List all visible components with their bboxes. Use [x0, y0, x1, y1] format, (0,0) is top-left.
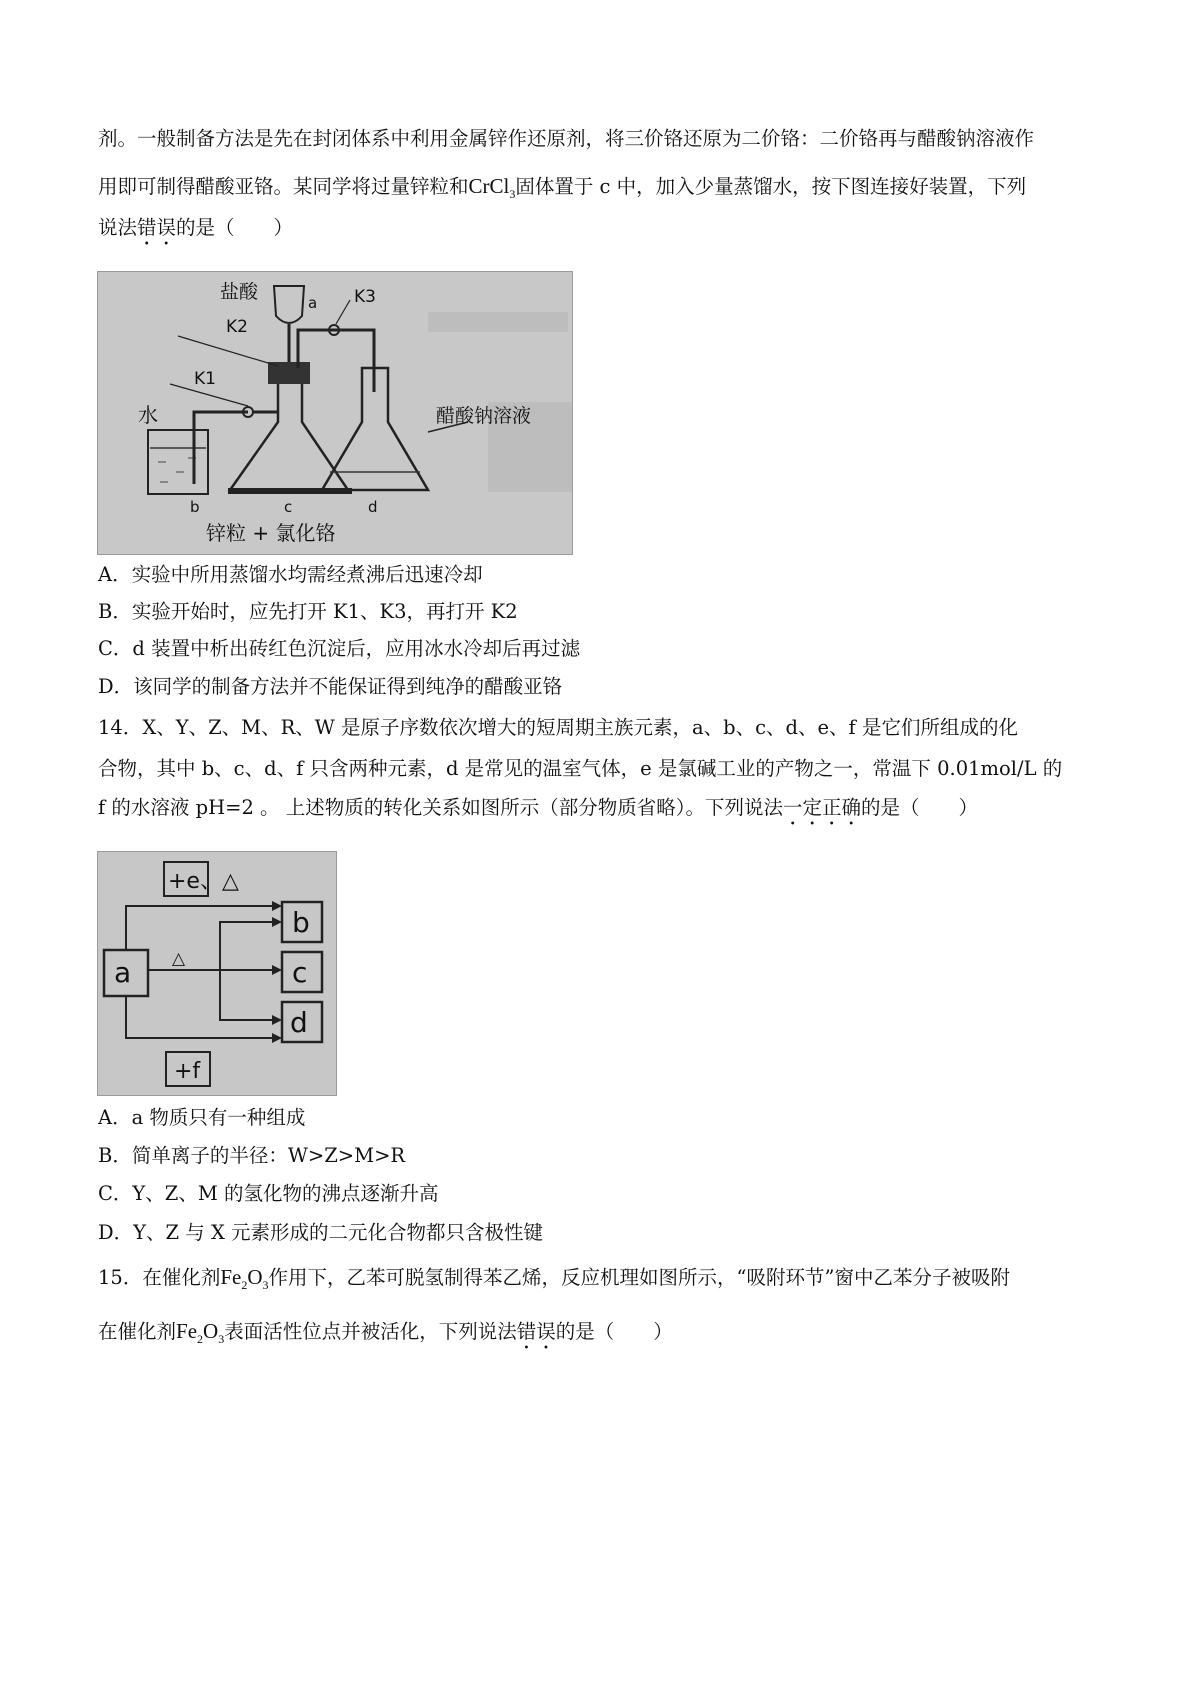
label-bottom-condition: +f — [174, 1059, 201, 1084]
node-d: d — [290, 1006, 308, 1039]
conversion-figure — [97, 851, 337, 1096]
node-c: c — [292, 956, 308, 989]
q14-option-c: C．Y、Z、M 的氢化物的沸点逐渐升高 — [98, 1182, 439, 1205]
label-contents: 锌粒 + 氯化铬 — [206, 521, 336, 545]
intro-line-2 — [98, 173, 1026, 207]
fe2o3-formula-2: $Fe_2O_3$ — [176, 1319, 225, 1347]
emphasis-wrong-2: 错误 — [516, 1320, 556, 1343]
label-c: c — [284, 498, 293, 516]
intro-line-1: 剂。一般制备方法是先在封闭体系中利用金属锌作还原剂，将三价铬还原为二价铬：二价铬再与醋酸钠溶液作 — [98, 127, 1035, 150]
q13-option-b: B．实验开始时，应先打开 K1、K3，再打开 K2 — [98, 600, 518, 623]
q14-option-d: D．Y、Z 与 X 元素形成的二元化合物都只含极性键 — [98, 1221, 544, 1244]
emphasis-certainly-correct: 一定正确 — [783, 796, 862, 819]
apparatus-figure — [97, 271, 573, 555]
intro-text-b: 固体置于 c 中，加入少量蒸馏水，按下图连接好装置，下列 — [515, 175, 1027, 198]
label-sodium-acetate: 醋酸钠溶液 — [436, 405, 532, 427]
q14-line-2: 合物，其中 b、c、d、f 只含两种元素，d 是常见的温室气体，e 是氯碱工业的产物之一，常温下 0.01mol/L 的 — [98, 757, 1063, 780]
label-a: a — [308, 294, 318, 312]
label-b: b — [190, 498, 200, 516]
label-k1: K1 — [194, 369, 216, 389]
q14-option-b: B．简单离子的半径：W>Z>M>R — [98, 1144, 406, 1167]
node-a: a — [114, 956, 132, 989]
label-d: d — [368, 498, 378, 516]
q13-option-a: A．实验中所用蒸馏水均需经煮沸后迅速冷却 — [98, 563, 483, 586]
label-k3: K3 — [354, 287, 376, 307]
label-water: 水 — [138, 403, 158, 427]
label-hcl: 盐酸 — [220, 281, 259, 303]
q14-option-a: A．a 物质只有一种组成 — [98, 1106, 306, 1129]
q15-line-1: 15．在催化剂$Fe_2O_3$作用下，乙苯可脱氢制得苯乙烯，反应机理如图所示，“吸附环节”窗中乙苯分子被吸附 — [98, 1265, 1010, 1293]
crcl3-formula: CrCl$_3$ — [468, 174, 516, 202]
conversion-diagram — [98, 852, 336, 1095]
label-mid-condition: △ — [172, 949, 186, 969]
intro-line-3: 说法错误的是（ ） — [98, 216, 294, 239]
label-k2: K2 — [226, 317, 248, 337]
intro-text-a: 用即可制得醋酸亚铬。某同学将过量锌粒和 — [98, 175, 469, 198]
apparatus-diagram — [98, 272, 572, 554]
fe2o3-formula: $Fe_2O_3$ — [220, 1265, 269, 1293]
label-top-condition: +e、△ — [168, 869, 239, 894]
q15-line-2: 在催化剂$Fe_2O_3$表面活性位点并被活化，下列说法错误的是（ ） — [98, 1319, 673, 1347]
node-b: b — [292, 906, 310, 939]
q14-line-1: 14．X、Y、Z、M、R、W 是原子序数依次增大的短周期主族元素，a、b、c、d、e、f 是它们所组成的化 — [98, 716, 1018, 739]
q13-option-c: C．d 装置中析出砖红色沉淀后，应用冰水冷却后再过滤 — [98, 637, 581, 660]
emphasis-wrong: 错误 — [137, 216, 177, 239]
q14-line-3: f 的水溶液 pH=2 。 上述物质的转化关系如图所示（部分物质省略）。下列说法一定正确的是（ ） — [98, 796, 979, 819]
q13-option-d: D．该同学的制备方法并不能保证得到纯净的醋酸亚铬 — [98, 675, 563, 698]
